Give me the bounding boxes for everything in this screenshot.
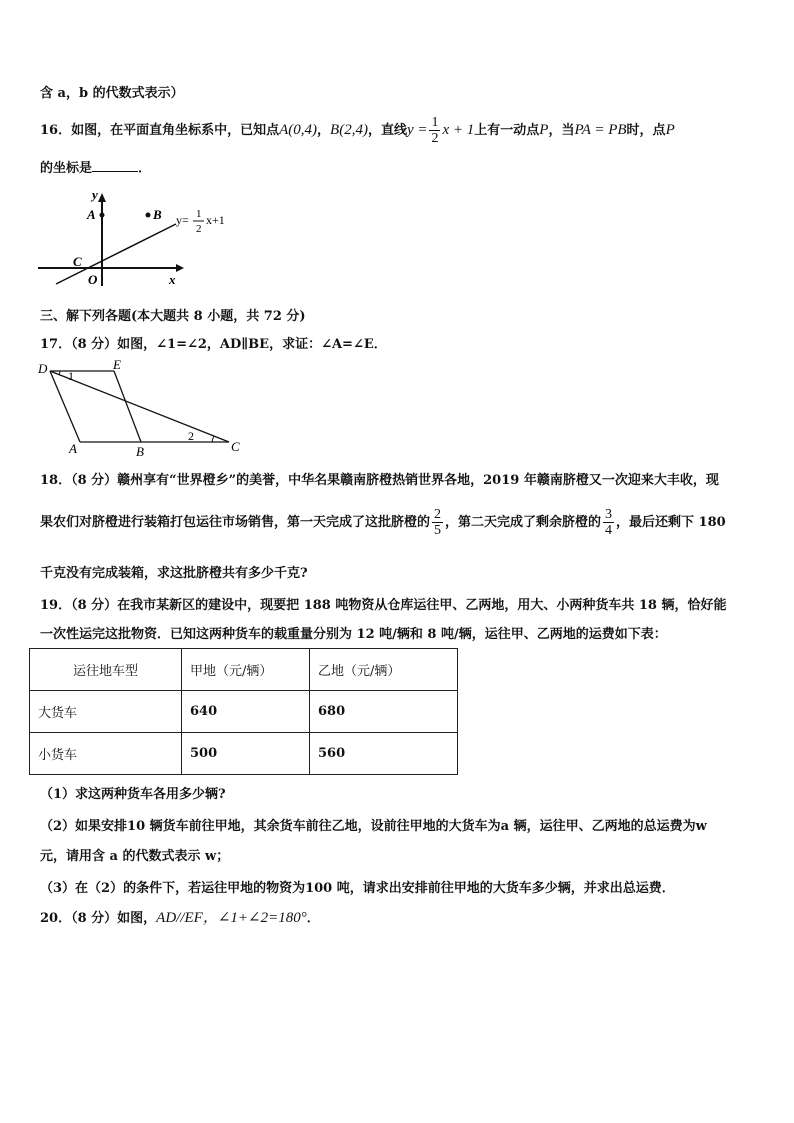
point-a-dot <box>100 213 105 218</box>
table-cell: 640 <box>182 691 310 733</box>
table-header-cell: 运往地车型 <box>30 649 182 691</box>
table-cell: 680 <box>310 691 458 733</box>
q16-eq-lhs: y = <box>406 122 428 138</box>
q16-line2 <box>40 157 151 176</box>
angle-2-arc <box>212 436 214 442</box>
q16-line2-text: 的坐标是 <box>40 161 93 176</box>
q19-part2-line1: （2）如果安排10 辆货车前往甲地，其余货车前往乙地，设前往甲地的大货车为a 辆，运往甲、乙两地的总运费为w <box>40 819 707 834</box>
line-label-denominator: 2 <box>196 223 202 235</box>
q16-eq-rhs: x + 1 <box>442 122 475 138</box>
q16-sep: ， <box>317 123 331 138</box>
table-header-cell: 甲地（元/辆） <box>182 649 310 691</box>
q18-line2-part3: ，最后还剩下 180 <box>616 515 726 530</box>
q19-line2: 一次性运完这批物资．已知这两种货车的载重量分别为 12 吨/辆和 8 吨/辆，运往甲、乙两地的运费如下表： <box>40 627 667 642</box>
x-axis-label: x <box>169 272 176 287</box>
point-b-dot <box>146 213 151 218</box>
fraction-denominator: 5 <box>434 523 442 538</box>
q20-condition: AD//EF，∠1+∠2=180° <box>156 910 307 926</box>
line-label-numerator: 1 <box>196 208 202 220</box>
q16-text1: 如图，在平面直角坐标系中，已知点 <box>71 123 280 138</box>
q17-figure <box>36 356 250 460</box>
q18-line2-part2: ，第二天完成了剩余脐橙的 <box>445 515 602 530</box>
line-label-suffix: x+1 <box>206 213 225 227</box>
q16-line2-end: ． <box>138 161 152 176</box>
table-header-row <box>30 649 458 691</box>
segment-dc <box>50 371 229 442</box>
q20-text <box>40 906 320 927</box>
line-label-prefix: y= <box>176 213 189 227</box>
q20-end: ． <box>306 911 320 926</box>
label-a: A <box>69 441 77 456</box>
q18-line3: 千克没有完成装箱，求这批脐橙共有多少千克? <box>40 566 308 581</box>
fraction-numerator: 2 <box>434 507 442 522</box>
q16-point-a: A(0,4) <box>279 122 318 138</box>
table-cell: 500 <box>182 733 310 775</box>
q18-line1: 18．（8 分）赣州享有“世界橙乡”的美誉，中华名果赣南脐橙热销世界各地，2019 年赣南脐橙又一次迎来大丰收，现 <box>40 473 719 488</box>
q16-condition: PA = PB <box>574 122 627 138</box>
q19-part1: （1）求这两种货车各用多少辆? <box>40 787 226 802</box>
section-3-heading: 三、解下列各题(本大题共 8 小题，共 72 分) <box>40 309 306 324</box>
label-a: A <box>87 207 96 222</box>
q19-line1: 19．（8 分）在我市某新区的建设中，现要把 188 吨物资从仓库运往甲、乙两地，用大、小两种货车共 18 辆，恰好能 <box>40 598 727 613</box>
q19-part2-line2: 元，请用含 a 的代数式表示 w； <box>40 849 230 864</box>
q16-point-p2: P <box>665 122 675 138</box>
angle-1-label: 1 <box>68 369 74 383</box>
answer-blank <box>92 159 138 172</box>
q16-text3: 上有一动点 <box>474 123 540 138</box>
q19-part3: （3）在（2）的条件下，若运往甲地的物资为100 吨，请求出安排前往甲地的大货车多少辆，并求出总运费． <box>40 881 675 896</box>
label-e: E <box>113 357 121 372</box>
table-cell: 大货车 <box>30 691 182 733</box>
fraction-two-fifths <box>432 507 443 538</box>
angle-2-label: 2 <box>188 429 194 443</box>
y-axis-label: y <box>92 187 98 202</box>
freight-cost-table <box>29 648 458 775</box>
q16-eq-denominator: 2 <box>431 131 439 146</box>
x-axis-arrow <box>176 264 184 272</box>
label-c: C <box>73 254 82 269</box>
q16-number: 16． <box>40 123 72 138</box>
q16-figure <box>36 186 246 290</box>
q16-point-b: B(2,4) <box>330 122 368 138</box>
fraction-denominator: 4 <box>605 523 613 538</box>
label-b: B <box>153 207 162 222</box>
q15-tail: 含 a，b 的代数式表示） <box>40 86 184 101</box>
label-c: C <box>231 439 240 454</box>
q16-eq-fraction <box>429 115 440 146</box>
table-header-cell: 乙地（元/辆） <box>310 649 458 691</box>
table-row <box>30 691 458 733</box>
segment-eb <box>114 371 141 442</box>
table-cell: 小货车 <box>30 733 182 775</box>
fraction-three-quarters <box>603 507 614 538</box>
q16-text4: ，当 <box>548 123 575 138</box>
q16-text2: ，直线 <box>367 123 407 138</box>
label-d: D <box>38 361 48 376</box>
q16-eq-numerator: 1 <box>431 115 439 130</box>
label-b: B <box>136 444 144 459</box>
q17-text: 17．（8 分）如图，∠1=∠2，AD∥BE，求证：∠A=∠E． <box>40 337 387 352</box>
y-axis-arrow <box>98 193 106 202</box>
q20-prefix: 20．（8 分）如图， <box>40 911 157 926</box>
q18-line2-part1: 果农们对脐橙进行装箱打包运往市场销售，第一天完成了这批脐橙的 <box>40 515 431 530</box>
table-row <box>30 733 458 775</box>
q18-line2 <box>40 503 726 543</box>
table-cell: 560 <box>310 733 458 775</box>
label-o: O <box>88 272 98 287</box>
q16-line1 <box>40 110 675 150</box>
fraction-numerator: 3 <box>605 507 613 522</box>
q16-text5: 时，点 <box>626 123 666 138</box>
q16-point-p: P <box>539 122 549 138</box>
